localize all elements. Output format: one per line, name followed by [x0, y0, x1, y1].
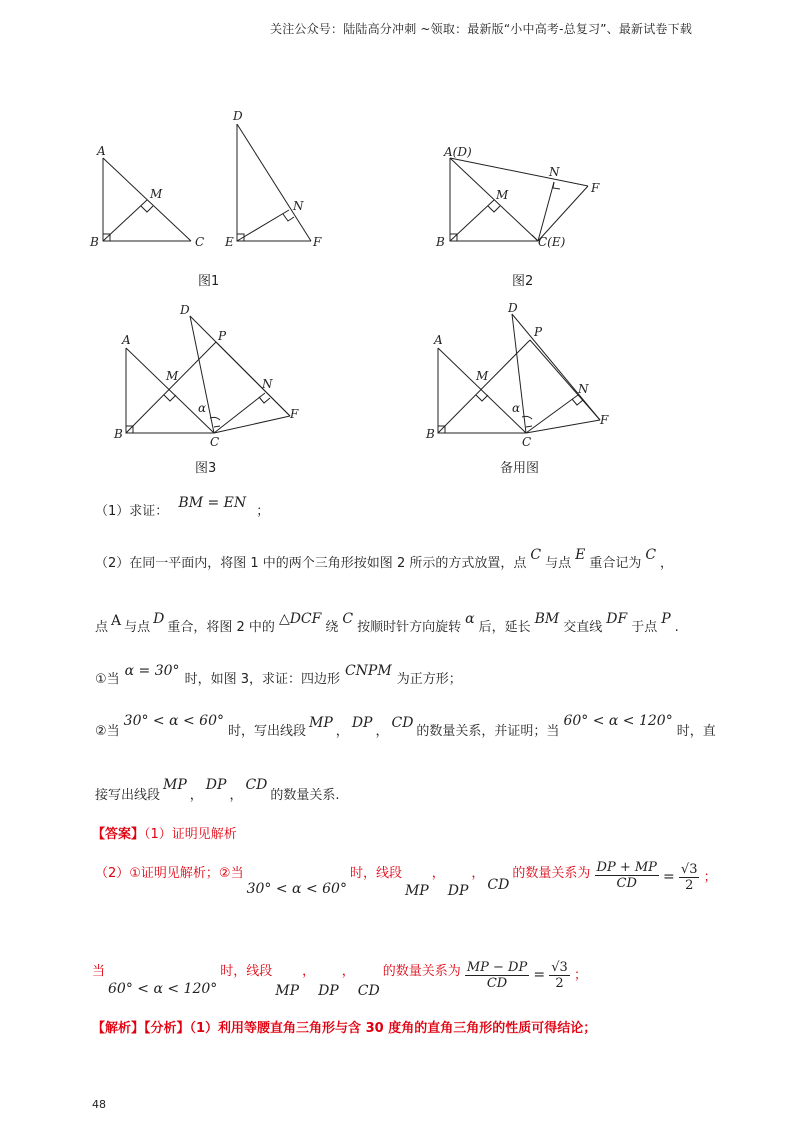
question-2-part-2: ②当30° < α < 60°时，写出线段MP，DP，CD的数量关系，并证明；当60° < α < 120°时，直 [95, 713, 716, 739]
fig4-label-m: M [476, 369, 489, 383]
fig4-label-p: P [534, 325, 543, 339]
analysis-line: 【解析】【分析】（1）利用等腰直角三角形与含 30 度角的直角三角形的性质可得结论； [92, 1021, 597, 1036]
fig4-label-f: F [600, 413, 609, 427]
fig3-caption: 图3 [195, 461, 217, 476]
fig4-label-d: D [508, 301, 518, 315]
figure-2 [430, 140, 630, 260]
fig4-label-alpha: α [512, 401, 521, 415]
figure-spare [420, 300, 630, 450]
fig3-label-alpha: α [198, 401, 207, 415]
question-2-line-2: 点 A 与点D重合，将图 2 中的△DCF绕C按顺时针方向旋转α后，延长BM交直线DF于点P. [95, 611, 679, 635]
question-2-part-2-cont: 接写出线段MP，DP，CD的数量关系. [95, 777, 340, 803]
question-2-line-1: （2）在同一平面内，将图 1 中的两个三角形按如图 2 所示的方式放置，点C与点E重合记为C， [95, 547, 674, 571]
figure-3 [110, 300, 320, 450]
page-header: 关注公众号：陆陆高分冲刺 ~领取：最新版“小中高考-总复习”、最新试卷下载 [270, 22, 693, 36]
fig2-label-ad: A(D) [444, 145, 472, 159]
fig1-label-c: C [195, 235, 205, 249]
answer-2-root-fraction: $\frac{√3}{2}$ [680, 862, 698, 893]
fig1-label-d: D [233, 109, 243, 123]
answer-3-fraction: $\frac{MP - DP}{CD}$ [466, 960, 528, 991]
fig2-label-f: F [591, 181, 600, 195]
fig3-label-b: B [114, 427, 123, 441]
fig4-label-c: C [522, 435, 532, 449]
answer-line-2: （2）①证明见解析；②当30° < α < 60°时，线段MP，DP，CD的数量关系为 $\frac{DP + MP}{CD}$ = $\frac{√3}{2}$ ； [95, 860, 717, 899]
fig2-label-b: B [436, 235, 445, 249]
fig1-label-e: E [225, 235, 234, 249]
question-1: （1）求证： BM = EN ； [95, 495, 270, 519]
fig2-caption: 图2 [512, 274, 534, 289]
page-number: 48 [92, 1098, 106, 1111]
figure-1 [85, 100, 345, 260]
fig3-label-d: D [180, 303, 190, 317]
answer-2-fraction: $\frac{DP + MP}{CD}$ [596, 860, 657, 891]
fig3-label-p: P [218, 329, 227, 343]
fig3-label-c: C [210, 435, 220, 449]
fig1-label-b: B [90, 235, 99, 249]
fig3-label-n: N [262, 377, 273, 391]
fig3-label-f: F [290, 407, 299, 421]
answer-line-3: 当60° < α < 120°时，线段MP，DP，CD的数量关系为 $\frac{MP - DP}{CD}$ = $\frac{√3}{2}$ ； [92, 960, 587, 999]
fig1-label-m: M [150, 187, 163, 201]
fig3-label-a: A [122, 333, 131, 347]
fig4-label-n: N [578, 382, 589, 396]
fig4-label-a: A [434, 333, 443, 347]
fig1-label-a: A [97, 144, 106, 158]
fig2-label-n: N [549, 165, 560, 179]
answer-line-1: 【答案】（1）证明见解析 [92, 827, 237, 842]
fig4-caption: 备用图 [500, 461, 540, 476]
answer-3-root-fraction: $\frac{√3}{2}$ [551, 960, 568, 991]
fig1-label-n: N [293, 199, 304, 213]
fig2-label-m: M [496, 188, 509, 202]
fig3-label-m: M [166, 369, 179, 383]
question-2-part-1: ①当α = 30°时，如图 3，求证：四边形CNPM为正方形； [95, 663, 462, 687]
fig1-label-f: F [313, 235, 322, 249]
fig4-label-b: B [426, 427, 435, 441]
fig2-label-ce: C(E) [538, 235, 566, 249]
fig1-caption: 图1 [198, 274, 220, 289]
